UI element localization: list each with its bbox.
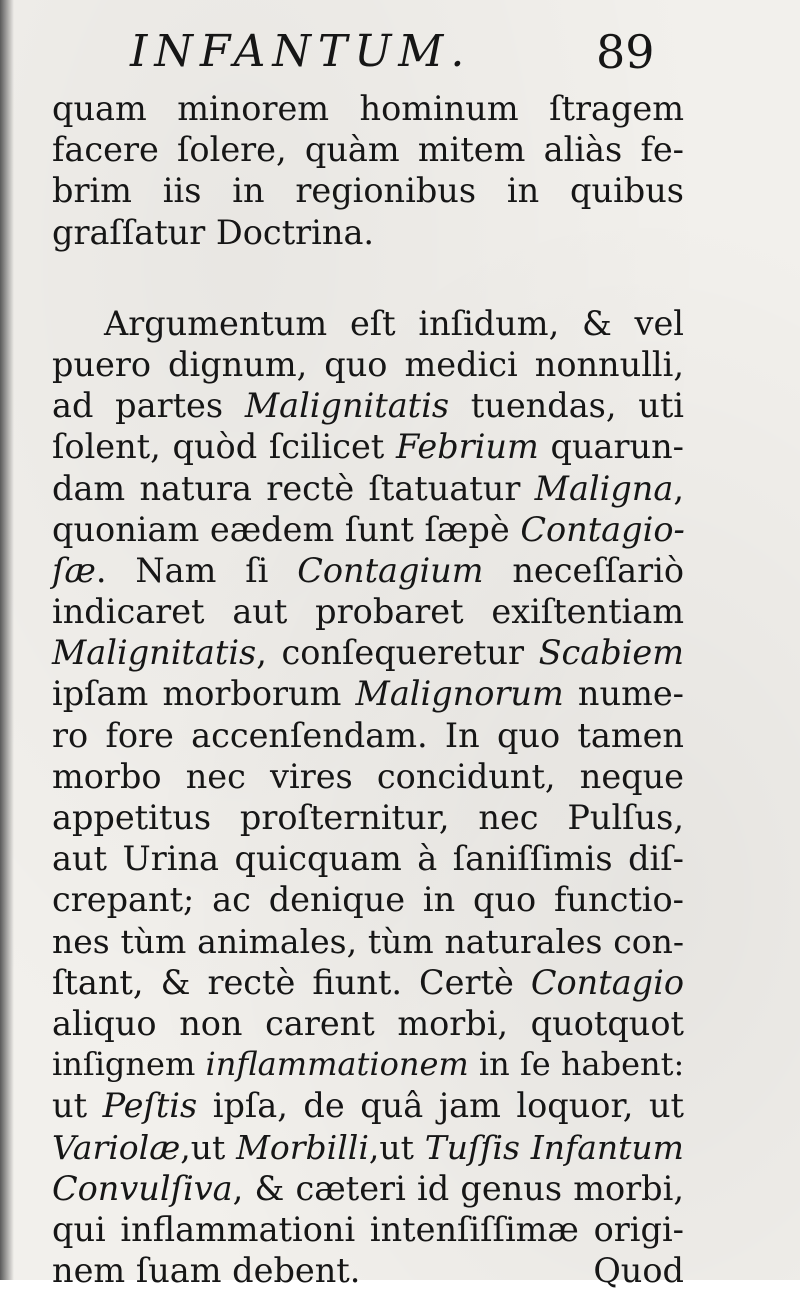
text-line: morbo nec vires concidunt, neque <box>52 756 684 796</box>
text-line <box>52 468 684 509</box>
italic-term: Morbilli <box>236 1127 369 1167</box>
text-run: inſignem <box>52 1045 206 1084</box>
text-line: qui inflammationi intenſiſſimæ origi- <box>52 1209 684 1249</box>
italic-term: Contagio <box>530 962 684 1002</box>
text-run: ſolent, quòd ſcilicet <box>52 427 396 467</box>
text-line: aliquo non carent morbi, quotquot <box>52 1003 684 1043</box>
text-line <box>52 1168 684 1209</box>
text-line-with-catchword <box>52 1250 684 1291</box>
text-line <box>52 673 684 714</box>
text-line: appetitus proſternitur, nec Pulſus, <box>52 798 684 837</box>
text-run: ſtant, & rectè fiunt. Certè <box>52 962 531 1002</box>
text-line <box>52 550 684 591</box>
italic-term: Maligna <box>534 468 674 508</box>
body-text <box>52 88 684 1291</box>
text-run: ipſam morborum <box>52 674 356 714</box>
paragraph-gap <box>52 253 684 303</box>
running-head <box>130 24 690 84</box>
text-line <box>52 962 684 1003</box>
italic-term: Malignitatis <box>244 386 450 426</box>
italic-term: Malignorum <box>355 674 564 714</box>
text-line: ro fore accenſendam. In quo tamen <box>52 715 684 755</box>
text-run: ut <box>52 1086 103 1126</box>
text-run: ipſa, de quâ jam loquor, ut <box>197 1086 684 1126</box>
text-line <box>52 385 684 426</box>
text-run: , & cæteri id genus morbi, <box>232 1168 684 1208</box>
text-run: , conſequeretur <box>256 633 539 673</box>
text-line: indicaret aut probaret exiſtentiam <box>52 592 684 632</box>
text-run: nem ſuam debent. <box>52 1251 361 1291</box>
text-run: ad partes <box>52 386 245 426</box>
text-line: quam minorem hominum ſtragem <box>52 89 684 128</box>
text-line <box>52 426 684 467</box>
text-line: graſſatur Doctrina. <box>52 212 375 252</box>
text-run: neceſſariò <box>483 550 684 590</box>
gutter-shadow <box>0 0 14 1280</box>
text-line <box>52 1127 684 1168</box>
paragraph-continuation <box>52 88 684 253</box>
text-line: Argumentum eſt inſidum, & vel <box>104 303 684 343</box>
italic-term: Contagium <box>297 550 484 590</box>
text-run: dam natura rectè ſtatuatur <box>52 468 535 508</box>
text-run: in ſe habent: <box>468 1045 685 1084</box>
text-line: crepant; ac denique in quo functio- <box>52 880 684 920</box>
italic-term: Contagio- <box>520 509 685 549</box>
text-line <box>52 1085 684 1126</box>
text-run: ,ut <box>180 1127 237 1167</box>
italic-term: Variolæ <box>52 1127 181 1167</box>
text-run: ,ut <box>368 1127 425 1167</box>
text-line <box>52 1044 684 1085</box>
italic-term: Malignitatis <box>52 633 257 673</box>
text-run: nume- <box>563 674 684 714</box>
text-line <box>52 509 684 550</box>
text-run: . Nam ſi <box>95 550 298 590</box>
italic-term: Scabiem <box>538 633 684 673</box>
italic-term: ſæ <box>52 550 96 590</box>
text-line: puero dignum, quo medici nonnulli, <box>52 344 684 384</box>
italic-term: inflammationem <box>205 1045 469 1084</box>
text-line: aut Urina quicquam à ſaniſſimis diſ- <box>52 839 684 879</box>
text-line <box>52 632 684 673</box>
text-run: , <box>673 468 684 508</box>
text-line: brim iis in regionibus in quibus <box>52 171 684 211</box>
text-run: quoniam eædem ſunt ſæpè <box>52 509 521 549</box>
italic-term: Febrium <box>396 427 539 467</box>
italic-term: Convulſiva <box>52 1168 233 1208</box>
italic-term: Peſtis <box>102 1086 198 1126</box>
italic-term: Tuſſis Infantum <box>424 1127 684 1167</box>
page-number: 89 <box>596 25 655 79</box>
text-line: nes tùm animales, tùm naturales con- <box>52 921 684 961</box>
text-run: quarun- <box>538 427 684 467</box>
text-run: tuendas, uti <box>449 386 684 426</box>
paragraph-argumentum <box>52 303 684 1291</box>
catchword: Quod <box>593 1251 684 1291</box>
text-line: facere ſolere, quàm mitem aliàs fe- <box>52 130 684 170</box>
running-title: INFANTUM. <box>130 26 472 77</box>
